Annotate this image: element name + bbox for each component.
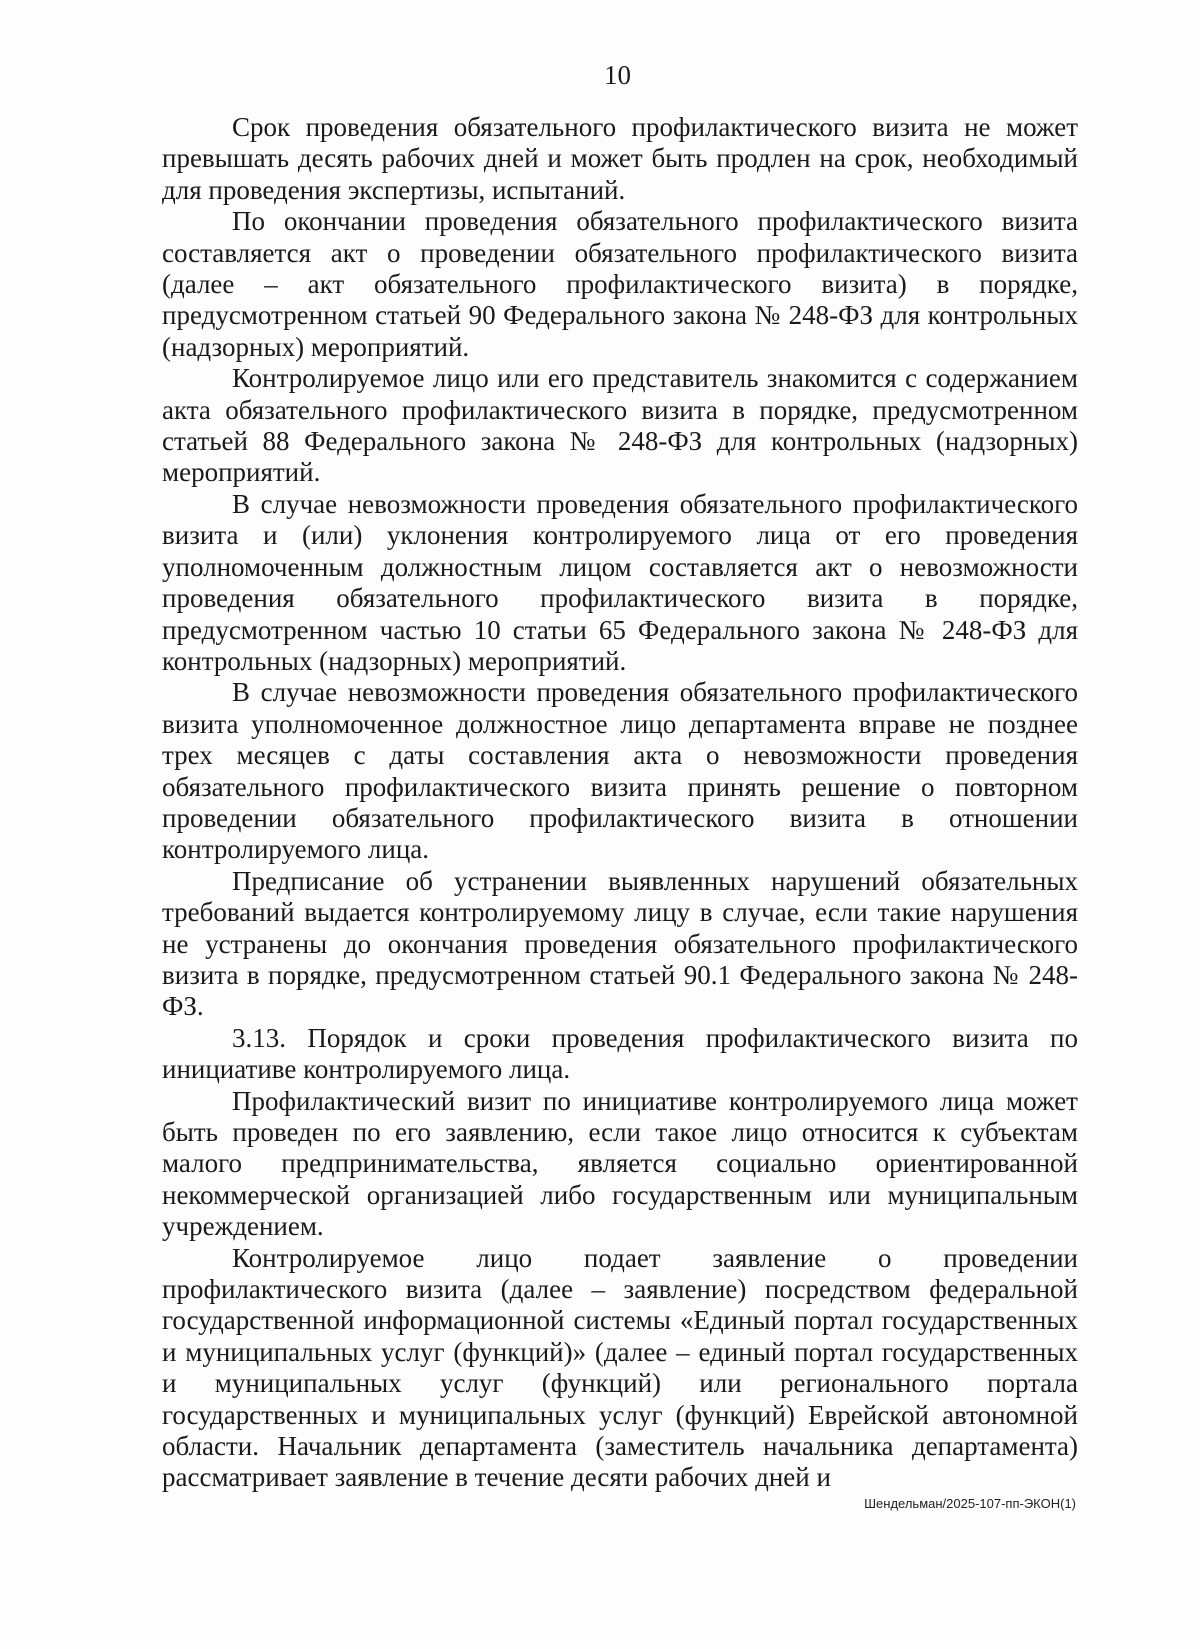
paragraph: Срок проведения обязательного профилактического визита не может превышать десять рабочих дней и может быть продлен на срок, необходимый для проведения экспертизы, испытаний. (162, 112, 1078, 205)
paragraph: В случае невозможности проведения обязательного профилактического визита уполномоченное должностное лицо департамента вправе не позднее трех месяцев с даты составления акта о невозможности проведения обязательного профилактического визита принять решение о повторном проведении обязательного профилактического визита в отношении контролируемого лица. (162, 677, 1078, 865)
paragraph: Контролируемое лицо подает заявление о проведении профилактического визита (далее – заявление) посредством федеральной государственной информационной системы «Единый портал государственных и муниципальных услуг (функций)» (далее – единый портал государственных и муниципальных услуг (функций) или регионального портала государственных и муниципальных услуг (функций) Еврейской автономной области. Начальник департамента (заместитель начальника департамента) рассматривает заявление в течение десяти рабочих дней и (162, 1242, 1078, 1493)
page-number: 10 (604, 60, 631, 90)
paragraph: По окончании проведения обязательного профилактического визита составляется акт о проведении обязательного профилактического визита (далее – акт обязательного профилактического визита) в порядке, предусмотренном статьей 90 Федерального закона № 248-ФЗ для контрольных (надзорных) мероприятий. (162, 206, 1078, 362)
paragraph: Профилактический визит по инициативе контролируемого лица может быть проведен по его заявлению, если такое лицо относится к субъектам малого предпринимательства, является социально ориентированной некоммерческой организацией либо государственным или муниципальным учреждением. (162, 1085, 1078, 1242)
section-heading-3-13: 3.13. Порядок и сроки проведения профилактического визита по инициативе контролируемого лица. (162, 1022, 1078, 1085)
document-body (162, 112, 1078, 1494)
paragraph: Предписание об устранении выявленных нарушений обязательных требований выдается контролируемому лицу в случае, если такие нарушения не устранены до окончания проведения обязательного профилактического визита в порядке, предусмотренном статьей 90.1 Федерального закона № 248-ФЗ. (162, 865, 1078, 1022)
paragraph: В случае невозможности проведения обязательного профилактического визита и (или) уклонения контролируемого лица от его проведения уполномоченным должностным лицом составляется акт о невозможности проведения обязательного профилактического визита в порядке, предусмотренном частью 10 статьи 65 Федерального закона № 248-ФЗ для контрольных (надзорных) мероприятий. (162, 488, 1078, 676)
document-footer-code: Шендельман/2025-107-пп-ЭКОН(1) (864, 1496, 1076, 1511)
paragraph: Контролируемое лицо или его представитель знакомится с содержанием акта обязательного профилактического визита в порядке, предусмотренном статьей 88 Федерального закона № 248-ФЗ для контрольных (надзорных) мероприятий. (162, 363, 1078, 488)
